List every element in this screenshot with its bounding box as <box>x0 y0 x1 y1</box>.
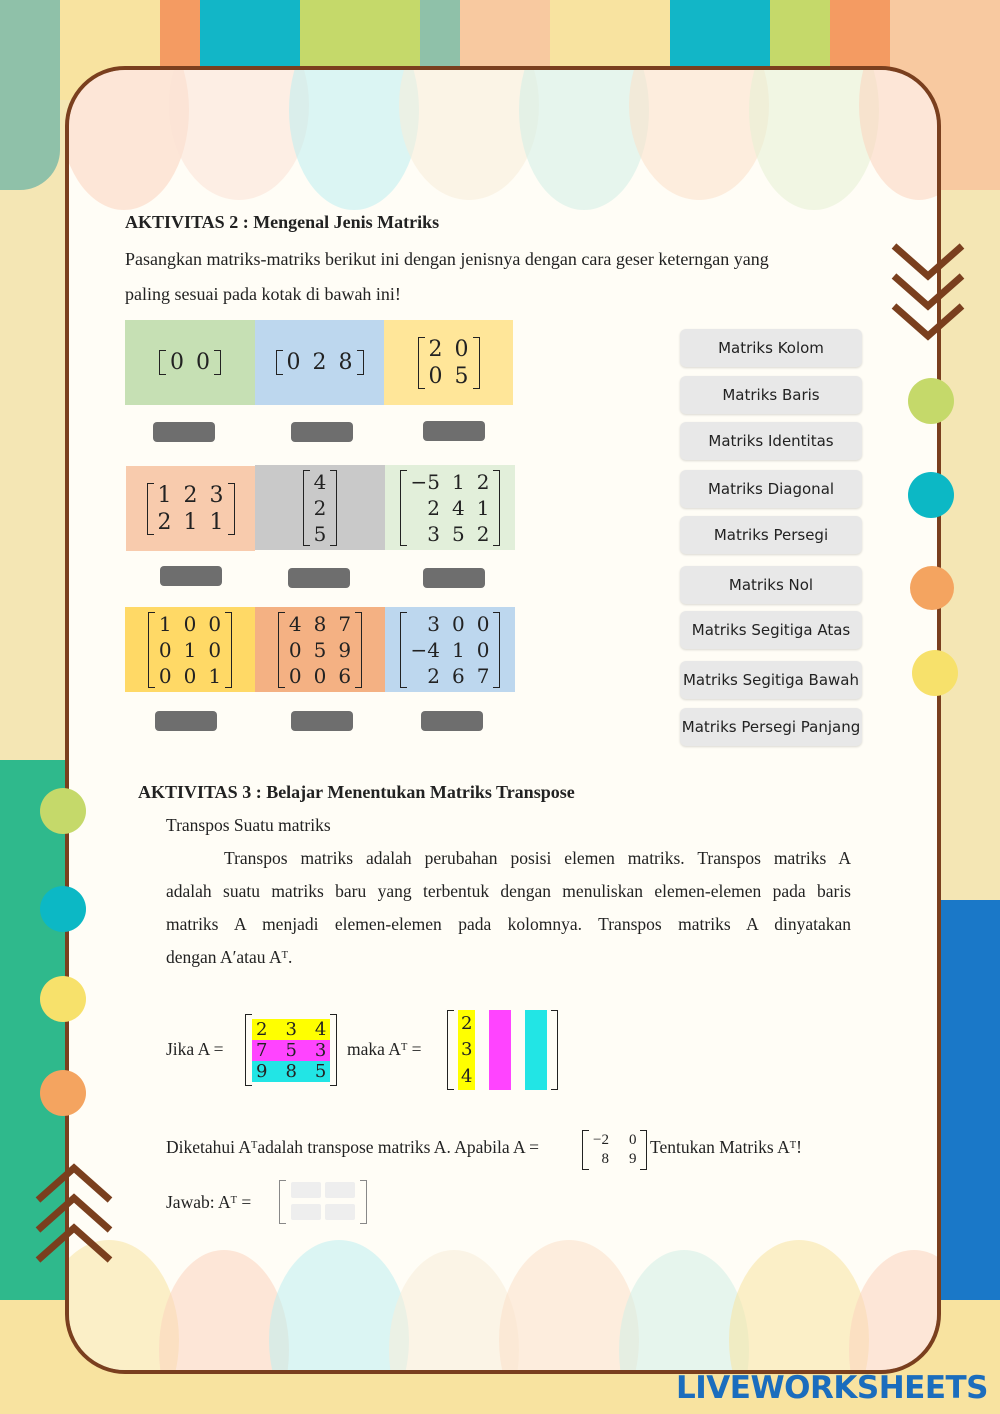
matrix-element: 2 <box>157 509 172 535</box>
answer-input[interactable] <box>325 1204 355 1220</box>
drop-slot[interactable] <box>160 566 222 586</box>
matrix-a <box>245 1014 337 1086</box>
option-matriks-kolom[interactable]: Matriks Kolom <box>680 329 862 367</box>
drop-slot[interactable] <box>153 422 215 442</box>
scallop <box>849 1250 941 1374</box>
matrix-element: 4 <box>313 469 327 494</box>
matrix-element: −5 <box>410 469 440 494</box>
matrix-element: 9 <box>256 1060 268 1082</box>
scallop <box>859 66 941 200</box>
matrix-element: 8 <box>338 350 353 375</box>
teal-dot <box>40 886 86 932</box>
scallop <box>399 66 539 200</box>
matrix-element: 1 <box>208 663 222 688</box>
green-dot <box>908 378 954 424</box>
activity2-instruction-line2: paling sesuai pada kotak di bawah ini! <box>125 284 401 304</box>
drop-slot[interactable] <box>291 711 353 731</box>
matrix-element: 5 <box>314 1060 327 1082</box>
answer-input[interactable] <box>325 1182 355 1198</box>
matrix-element: 1 <box>209 509 224 535</box>
matrix-element: 0 <box>428 363 443 389</box>
matrix-cell <box>384 320 513 405</box>
matrix-element: 0 <box>196 350 210 375</box>
matrix-element: 3 <box>427 521 440 546</box>
option-matriks-persegi[interactable]: Matriks Persegi <box>680 516 862 554</box>
matrix-element: 0 <box>476 611 490 636</box>
orange-dot <box>40 1070 86 1116</box>
matrix-element: 0 <box>183 611 197 636</box>
matrix-element: 4 <box>314 1018 327 1040</box>
matrix-element: 0 <box>454 336 469 362</box>
matrix-cell <box>385 465 515 550</box>
matrix-element: 6 <box>452 663 465 688</box>
matrix-element: 2 <box>476 521 490 546</box>
matrix <box>400 470 501 546</box>
matrix-element: 3 <box>461 1039 473 1061</box>
answer-matrix <box>279 1180 367 1224</box>
matrix <box>147 483 235 535</box>
activity3-paragraph-line1: Transpos matriks adalah perubahan posisi elemen matriks. Transpos matriks A <box>224 848 851 868</box>
activity3-title: AKTIVITAS 3 : Belajar Menentukan Matriks Transpose <box>138 782 575 802</box>
matrix-element: 3 <box>285 1018 297 1040</box>
scallop <box>169 66 309 200</box>
matrix-element: 2 <box>428 336 443 362</box>
matrix <box>276 350 364 375</box>
matrix-element: 3 <box>314 1039 327 1061</box>
matrix <box>303 470 338 546</box>
liveworksheets-logo: LIVEWORKSHEETS <box>676 1370 988 1406</box>
matrix-element: 0 <box>208 611 222 636</box>
drop-slot[interactable] <box>288 568 350 588</box>
matrix-cell <box>126 466 255 551</box>
bg-stripe <box>0 0 60 190</box>
matrix-element: 1 <box>476 495 490 520</box>
matrix-element: 2 <box>183 482 198 508</box>
option-matriks-nol[interactable]: Matriks Nol <box>680 566 862 604</box>
matrix-element: 4 <box>461 1066 473 1088</box>
matrix-cell <box>255 465 385 550</box>
drop-slot[interactable] <box>421 711 483 731</box>
matrix-element: 3 <box>209 482 224 508</box>
matrix-element: 6 <box>338 663 352 688</box>
matrix-element: 3 <box>427 611 440 636</box>
matrix-element: 9 <box>628 1151 637 1167</box>
answer-input[interactable] <box>291 1204 321 1220</box>
example-middle: maka Aᵀ = <box>347 1039 422 1059</box>
drop-slot[interactable] <box>155 711 217 731</box>
matrix-a-transpose <box>447 1010 558 1090</box>
option-matriks-segitiga-bawah[interactable]: Matriks Segitiga Bawah <box>680 661 862 699</box>
matrix-element: 0 <box>286 350 301 375</box>
matrix-element: 0 <box>158 663 172 688</box>
matrix <box>159 350 221 375</box>
matrix-element: 1 <box>452 637 465 662</box>
matrix-element: 8 <box>313 611 327 636</box>
matrix-cell <box>125 320 255 405</box>
matrix-element: 2 <box>427 495 440 520</box>
matrix-element: 0 <box>170 350 184 375</box>
answer-input[interactable] <box>291 1182 321 1198</box>
matrix-element: 2 <box>313 495 327 520</box>
matrix-element: 1 <box>157 482 172 508</box>
transpose-drop-column-3[interactable] <box>525 1010 547 1090</box>
option-matriks-segitiga-atas[interactable]: Matriks Segitiga Atas <box>680 611 862 649</box>
matrix-element: 2 <box>312 350 327 375</box>
yellow-dot <box>40 976 86 1022</box>
matrix-element: 7 <box>256 1039 268 1061</box>
matrix-element: 0 <box>452 611 465 636</box>
activity3-subtitle: Transpos Suatu matriks <box>166 815 331 835</box>
option-matriks-baris[interactable]: Matriks Baris <box>680 376 862 414</box>
drop-slot[interactable] <box>423 421 485 441</box>
scallop <box>729 1240 869 1374</box>
matrix-element: 5 <box>452 521 465 546</box>
question-prefix: Diketahui Aᵀadalah transpose matriks A. Apabila A = <box>166 1137 539 1157</box>
matrix-element: 0 <box>628 1132 637 1148</box>
transpose-column-1 <box>458 1010 475 1090</box>
teal-dot <box>908 472 954 518</box>
matrix-element: 1 <box>183 637 197 662</box>
yellow-dot <box>912 650 958 696</box>
matrix-element: 0 <box>208 637 222 662</box>
matrix <box>278 612 362 688</box>
matrix-element: 4 <box>452 495 465 520</box>
activity2-instruction-line1: Pasangkan matriks-matriks berikut ini dengan jenisnya dengan cara geser keterngan yang <box>125 249 769 269</box>
matrix-cell <box>125 607 255 692</box>
activity3-paragraph-line3: matriks A menjadi elemen-elemen pada kolomnya. Transpos matriks A dinyatakan <box>166 914 851 934</box>
answer-label: Jawab: Aᵀ = <box>166 1192 252 1212</box>
orange-dot <box>910 566 954 610</box>
option-matriks-persegi-panjang[interactable]: Matriks Persegi Panjang <box>680 708 862 746</box>
matrix-element: 2 <box>256 1018 268 1040</box>
matrix-element: 0 <box>183 663 197 688</box>
matrix-element: 0 <box>476 637 490 662</box>
matrix-element: 1 <box>183 509 198 535</box>
drop-slot[interactable] <box>291 422 353 442</box>
activity2-title: AKTIVITAS 2 : Mengenal Jenis Matriks <box>125 212 440 232</box>
activity3-paragraph-line4: dengan A′atau Aᵀ. <box>166 947 293 967</box>
matrix-element: 2 <box>427 663 440 688</box>
matrix-element: 5 <box>454 363 469 389</box>
matrix-element: 2 <box>461 1012 473 1034</box>
matrix <box>148 612 232 688</box>
scallop <box>629 66 769 200</box>
matrix-element: 5 <box>285 1039 297 1061</box>
matrix-cell <box>255 607 385 692</box>
scallop <box>269 1240 409 1374</box>
matrix-a-row <box>252 1061 330 1082</box>
matrix-element: −4 <box>410 637 440 662</box>
green-dot <box>40 788 86 834</box>
option-matriks-identitas[interactable]: Matriks Identitas <box>680 422 862 460</box>
scallop <box>499 1240 639 1374</box>
matrix-element: 0 <box>158 637 172 662</box>
matrix-element: −2 <box>593 1132 609 1148</box>
question-matrix <box>582 1130 647 1170</box>
matrix-element: 1 <box>158 611 172 636</box>
option-matriks-diagonal[interactable]: Matriks Diagonal <box>680 470 862 508</box>
matrix-element: 5 <box>313 637 327 662</box>
matrix <box>400 612 501 688</box>
matrix-element: 9 <box>338 637 352 662</box>
matrix-element: 8 <box>601 1151 609 1167</box>
matrix-a-row <box>252 1019 330 1040</box>
matrix-element: 4 <box>288 611 302 636</box>
matrix-cell <box>385 607 515 692</box>
matrix-element: 0 <box>313 663 327 688</box>
matrix-a-row <box>252 1040 330 1061</box>
matrix <box>418 337 480 389</box>
chevron-down-icon <box>888 240 968 350</box>
activity3-paragraph-line2: adalah suatu matriks baru yang terbentuk dengan menuliskan elemen-elemen pada baris <box>166 881 851 901</box>
chevron-up-icon <box>32 1160 116 1270</box>
matrix-element: 0 <box>288 663 302 688</box>
matrix-element: 5 <box>313 521 327 546</box>
matrix-element: 8 <box>285 1060 297 1082</box>
matrix-element: 7 <box>476 663 490 688</box>
matrix-element: 1 <box>452 469 465 494</box>
matrix-cell <box>255 320 384 405</box>
example-prefix: Jika A = <box>166 1039 224 1059</box>
transpose-drop-column-2[interactable] <box>489 1010 511 1090</box>
question-suffix: Tentukan Matriks Aᵀ! <box>650 1137 802 1157</box>
matrix-element: 2 <box>476 469 490 494</box>
drop-slot[interactable] <box>423 568 485 588</box>
matrix-element: 0 <box>288 637 302 662</box>
matrix-element: 7 <box>338 611 352 636</box>
